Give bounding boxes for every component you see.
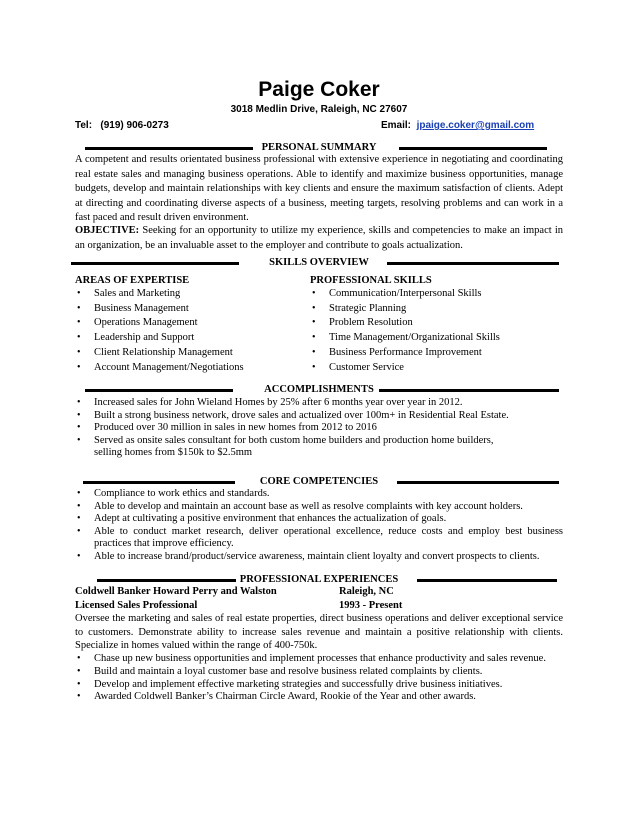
section-title: PERSONAL SUMMARY — [258, 142, 381, 153]
job-summary: Oversee the marketing and sales of real estate properties, direct business operations and deliver exceptional service to customers. Demonstrate ability to increase sales revenue and maintain a positive relationship with clients. Specialize in homes valued within the range of 400-750k. — [75, 613, 563, 651]
list-item: • Built a strong business network, drove sales and actualized over 100m+ in Residential Real Estate. — [75, 410, 563, 423]
expertise-list — [75, 287, 305, 375]
list-item: • Sales and Marketing — [75, 287, 305, 302]
list-item: • Adept at cultivating a positive environment that enhances the actualization of goals. — [75, 513, 563, 526]
section-header-core-competencies — [75, 475, 563, 488]
job-location: Raleigh, NC — [339, 586, 394, 597]
list-item: • Time Management/Organizational Skills — [310, 331, 563, 346]
email-link[interactable]: jpaige.coker@gmail.com — [416, 120, 535, 131]
accomplishments-list — [75, 397, 563, 460]
email-label: Email: — [381, 120, 412, 131]
job-dates: 1993 - Present — [339, 600, 403, 611]
list-item: • Business Management — [75, 302, 305, 317]
section-title: PROFESSIONAL EXPERIENCES — [236, 574, 402, 585]
list-item: • Increased sales for John Wieland Homes by 25% after 6 months year over year in 2012. — [75, 397, 563, 410]
section-header-accomplishments — [75, 383, 563, 396]
list-item: • Able to increase brand/product/service awareness, maintain client loyalty and convert prospects to clients. — [75, 551, 563, 564]
list-item: • Build and maintain a loyal customer base and resolve business related complaints by clients. — [75, 666, 563, 679]
expertise-heading: AREAS OF EXPERTISE — [75, 275, 190, 286]
list-item: • Produced over 30 million in sales in new homes from 2012 to 2016 — [75, 422, 563, 435]
list-item: • Chase up new business opportunities and implement processes that enhance productivity and sales revenue. — [75, 653, 563, 666]
list-item: • Served as onsite sales consultant for both custom home builders and production home builders, selling homes from $150k to $2.5mm — [75, 435, 563, 460]
company-name: Coldwell Banker Howard Perry and Walston — [75, 586, 277, 597]
section-header-skills — [75, 256, 563, 269]
objective-label: OBJECTIVE: — [75, 225, 140, 236]
professional-skills-list — [310, 287, 563, 375]
list-item: • Business Performance Improvement — [310, 346, 563, 361]
list-item: • Account Management/Negotiations — [75, 361, 305, 376]
list-item: • Develop and implement effective marketing strategies and successfully drive business initiatives. — [75, 679, 563, 692]
job-duties-list — [75, 653, 563, 704]
list-item: • Awarded Coldwell Banker’s Chairman Circle Award, Rookie of the Year and other awards. — [75, 691, 563, 704]
job-company-line — [75, 586, 563, 599]
professional-skills-heading: PROFESSIONAL SKILLS — [310, 275, 432, 286]
list-item: • Able to develop and maintain an account base as well as resolve complaints with key account holders. — [75, 501, 563, 514]
list-item: • Customer Service — [310, 361, 563, 376]
candidate-name: Paige Coker — [258, 78, 380, 101]
email — [381, 120, 534, 131]
objective-text: Seeking for an opportunity to utilize my experience, skills and competencies to make an impact in an organization, be an invaluable asset to the employer and contribute to goals actualization. — [75, 225, 563, 251]
phone-number: (919) 906-0273 — [100, 120, 169, 131]
section-title: ACCOMPLISHMENTS — [260, 384, 378, 395]
list-item: • Client Relationship Management — [75, 346, 305, 361]
list-item: • Leadership and Support — [75, 331, 305, 346]
list-item: • Compliance to work ethics and standards. — [75, 488, 563, 501]
objective-paragraph — [75, 224, 563, 253]
job-title: Licensed Sales Professional — [75, 600, 198, 611]
list-item: • Strategic Planning — [310, 302, 563, 317]
section-title: CORE COMPETENCIES — [256, 476, 382, 487]
contact-line — [75, 120, 563, 134]
address: 3018 Medlin Drive, Raleigh, NC 27607 — [230, 104, 408, 115]
core-competencies-list — [75, 488, 563, 564]
summary-paragraph: A competent and results orientated business professional with extensive experience in negotiating and coordinating real estate sales and managing business operations. Able to identify and maximize business opportunities, manage budgets, develop and maintain relationships with key clients and ensure the maximum satisfaction of clients. Adept at directing and coordinating diverse aspects of a business, meeting targets, resolving problems and can work in a fast paced and result driven environment. — [75, 154, 563, 223]
section-header-experience — [75, 573, 563, 586]
section-title: SKILLS OVERVIEW — [265, 257, 373, 268]
list-item: • Able to conduct market research, deliver operational excellence, reduce costs and employ best business practices that improve efficiency. — [75, 526, 563, 551]
list-item: • Communication/Interpersonal Skills — [310, 287, 563, 302]
phone — [75, 120, 169, 131]
list-item: • Problem Resolution — [310, 316, 563, 331]
phone-label: Tel: — [75, 120, 93, 131]
list-item: • Operations Management — [75, 316, 305, 331]
